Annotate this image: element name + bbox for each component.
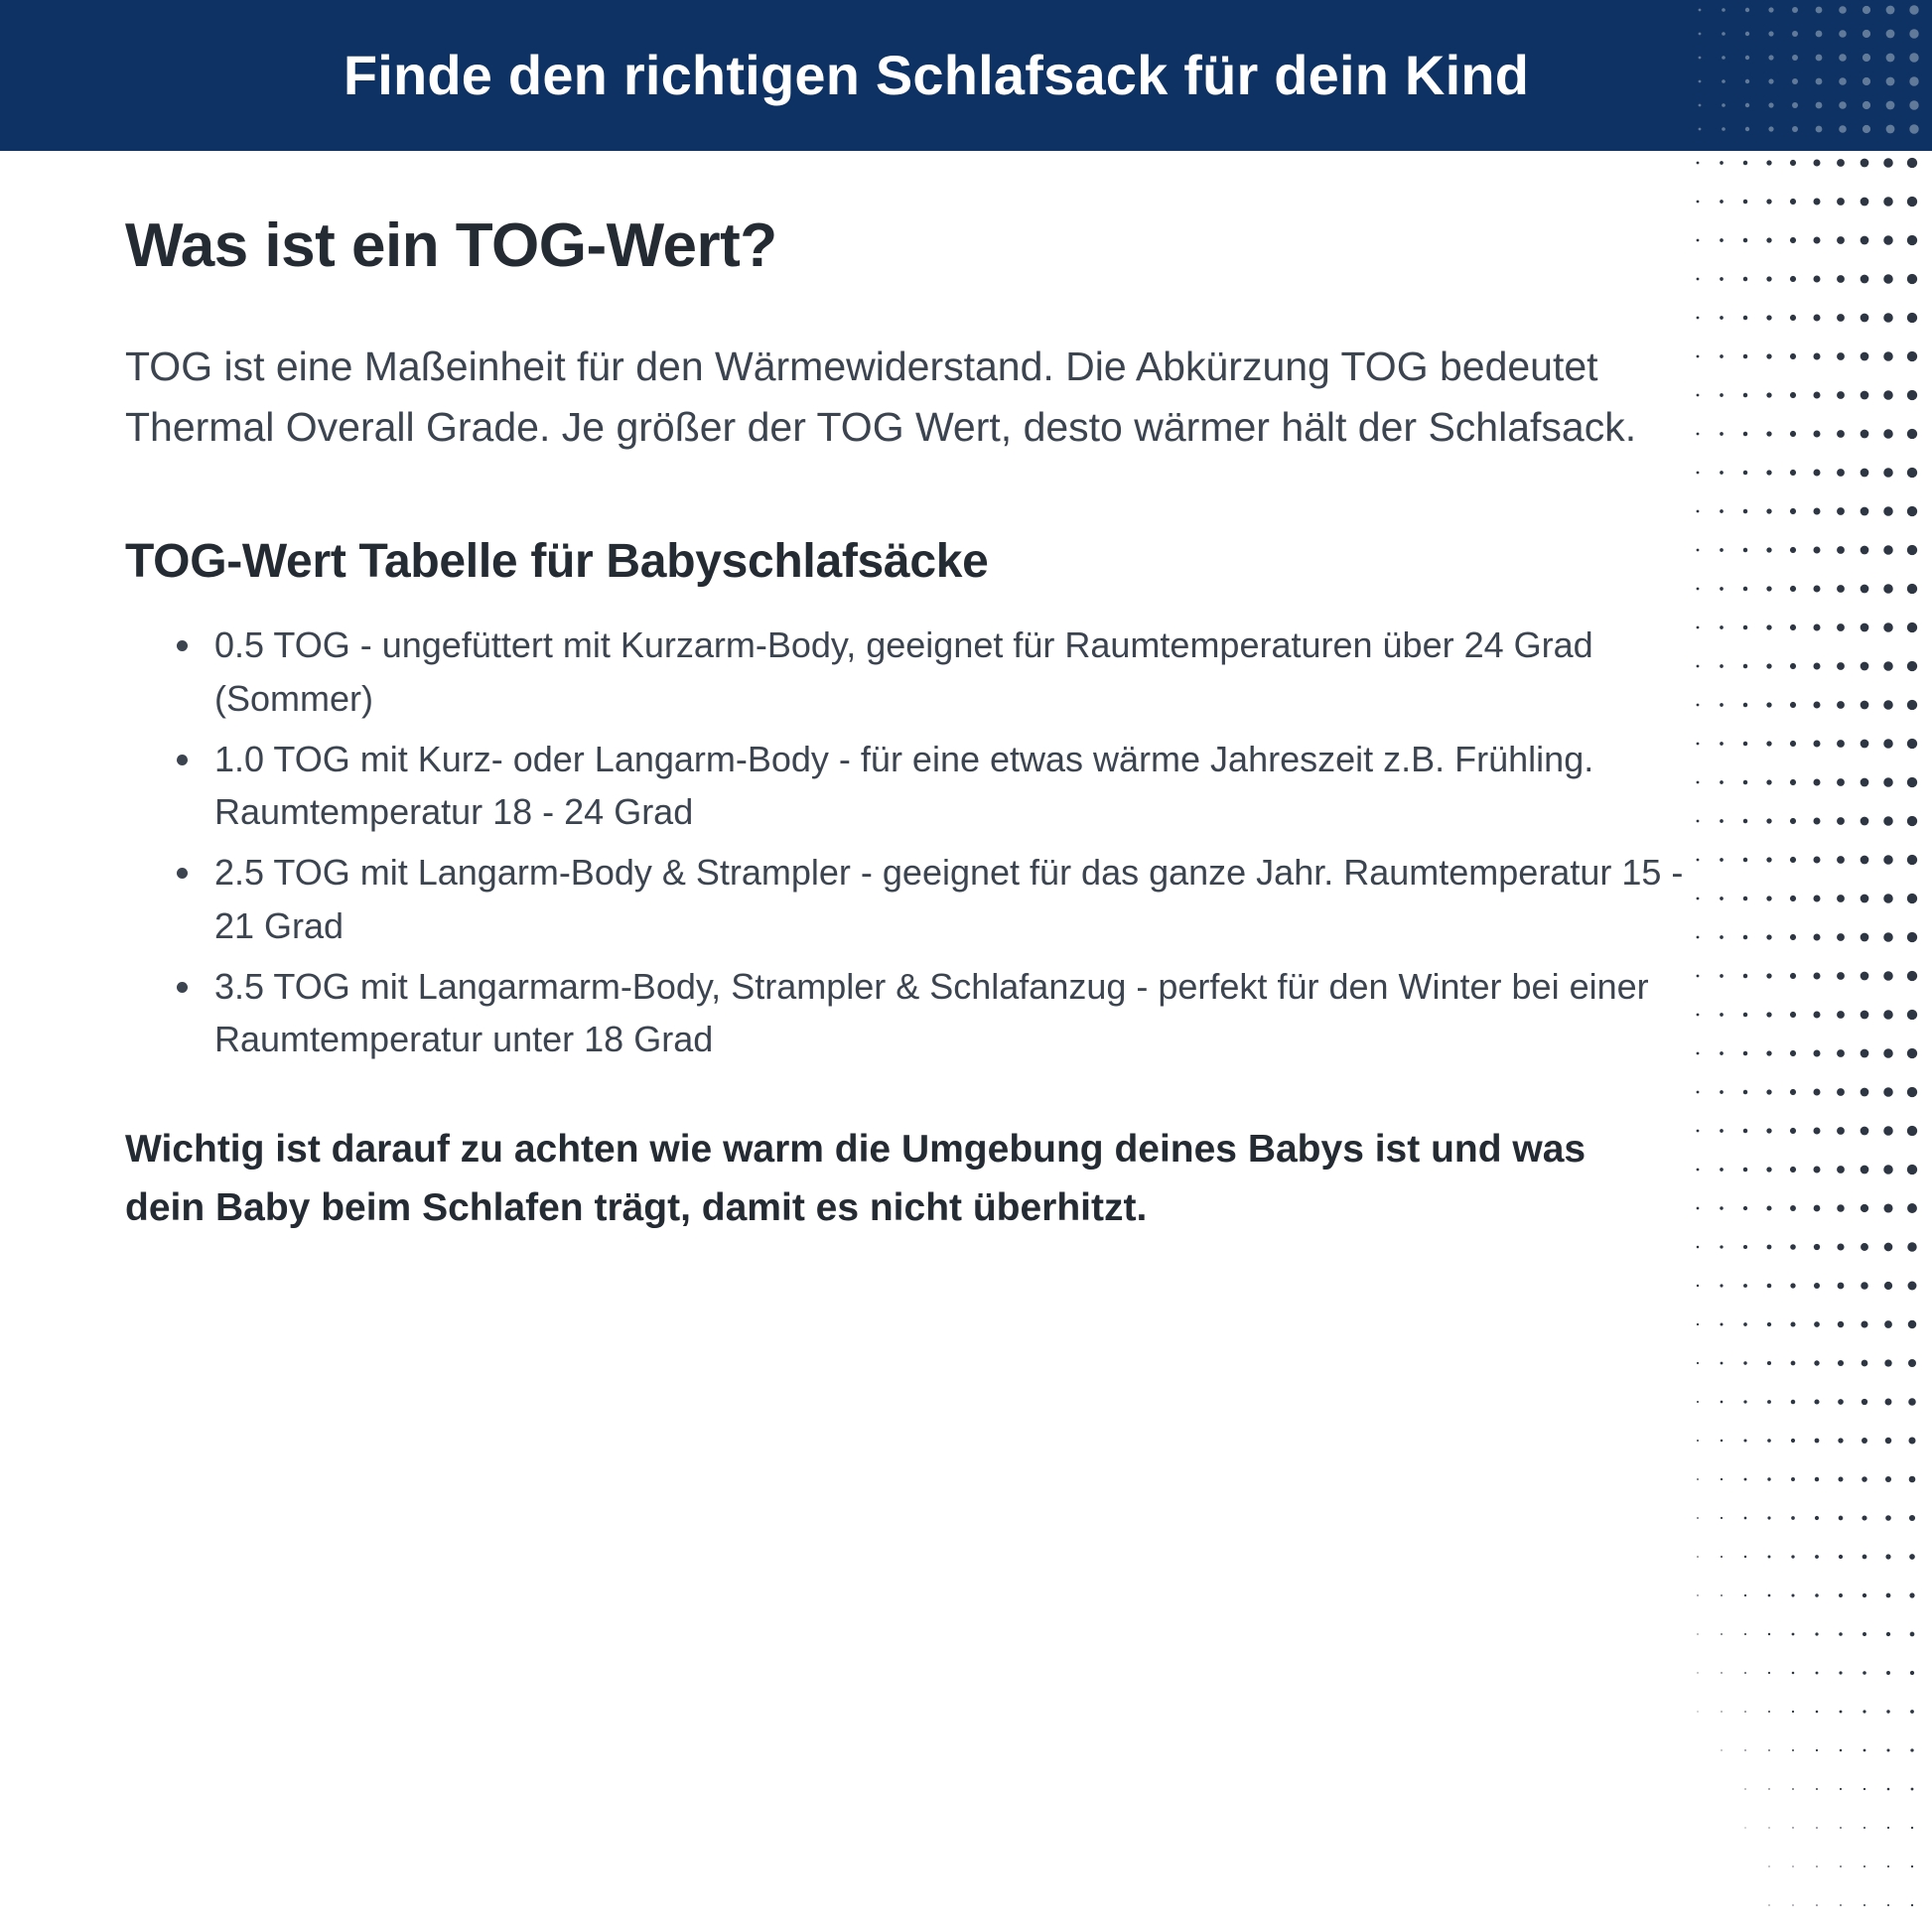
halftone-dots-banner-icon	[1688, 0, 1932, 151]
main-content	[0, 151, 1688, 1237]
tog-table-heading: TOG-Wert Tabelle für Babyschlafsäcke	[125, 535, 989, 589]
list-item: 0.5 TOG - ungefüttert mit Kurzarm-Body, geeignet für Raumtemperaturen über 24 Grad (Sommer)	[214, 619, 1688, 725]
page-banner	[0, 0, 1932, 151]
section-intro-paragraph: TOG ist eine Maßeinheit für den Wärmewiderstand. Die Abkürzung TOG bedeutet Thermal Overall Grade. Je größer der TOG Wert, desto wärmer hält der Schlafsack.	[125, 344, 1637, 450]
important-note: Wichtig ist darauf zu achten wie warm die Umgebung deines Babys ist und was dein Baby beim Schlafen trägt, damit es nicht überhitzt.	[125, 1128, 1587, 1229]
list-item: 1.0 TOG mit Kurz- oder Langarm-Body - für eine etwas wärme Jahreszeit z.B. Frühling. Raumtemperatur 18 - 24 Grad	[214, 733, 1688, 839]
page-title: Finde den richtigen Schlafsack für dein Kind	[343, 44, 1530, 107]
section-heading: Was ist ein TOG-Wert?	[125, 211, 777, 280]
list-item: 2.5 TOG mit Langarm-Body & Strampler - geeignet für das ganze Jahr. Raumtemperatur 15 - 21 Grad	[214, 846, 1688, 952]
halftone-dots-decoration-icon	[1688, 151, 1932, 1932]
list-item: 3.5 TOG mit Langarmarm-Body, Strampler & Schlafanzug - perfekt für den Winter bei einer Raumtemperatur unter 18 Grad	[214, 960, 1688, 1066]
tog-value-list	[125, 619, 1688, 1065]
